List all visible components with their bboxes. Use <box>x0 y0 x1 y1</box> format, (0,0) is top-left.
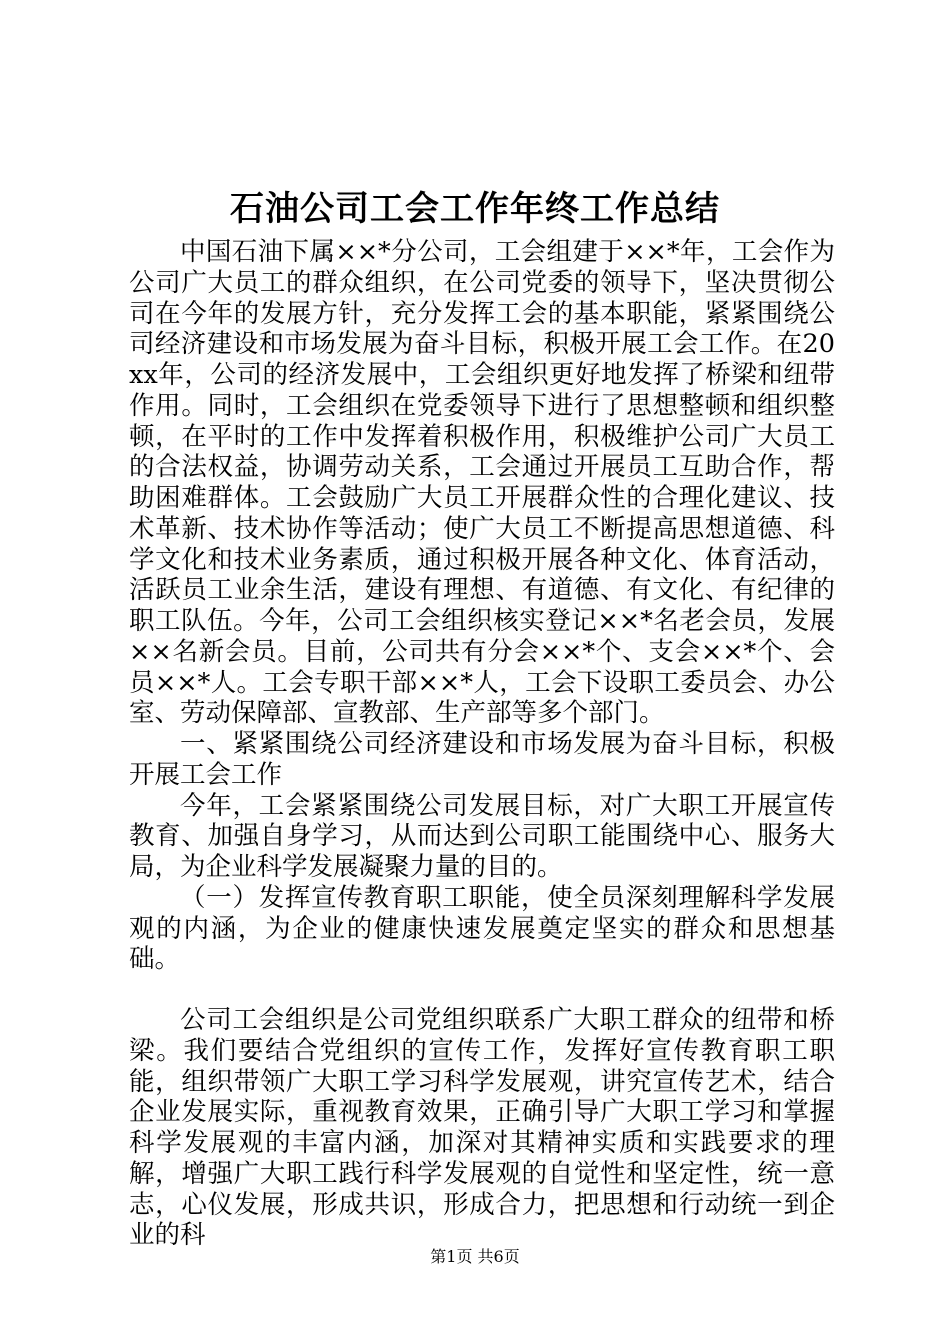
paragraph-section-1: 今年，工会紧紧围绕公司发展目标，对广大职工开展宣传教育、加强自身学习，从而达到公司职工能围绕中心、服务大局，为企业科学发展凝聚力量的目的。 <box>129 790 835 882</box>
section-heading-1: 一、紧紧围绕公司经济建设和市场发展为奋斗目标，积极开展工会工作 <box>129 729 835 790</box>
paragraph-intro: 中国石油下属××*分公司，工会组建于××*年，工会作为公司广大员工的群众组织，在公司党委的领导下，坚决贯彻公司在今年的发展方针，充分发挥工会的基本职能，紧紧围绕公司经济建设和市场发展为奋斗目标，积极开展工会工作。在20xx年，公司的经济发展中，工会组织更好地发挥了桥梁和纽带作用。同时，工会组织在党委领导下进行了思想整顿和组织整顿，在平时的工作中发挥着积极作用，积极维护公司广大员工的合法权益，协调劳动关系，工会通过开展员工互助合作，帮助困难群体。工会鼓励广大员工开展群众性的合理化建议、技术革新、技术协作等活动；使广大员工不断提高思想道德、科学文化和技术业务素质，通过积极开展各种文化、体育活动，活跃员工业余生活，建设有理想、有道德、有文化、有纪律的职工队伍。今年，公司工会组织核实登记××*名老会员，发展××名新会员。目前，公司共有分会××*个、支会××*个、会员××*人。工会专职干部××*人，工会下设职工委员会、办公室、劳动保障部、宣教部、生产部等多个部门。 <box>129 237 835 729</box>
paragraph-subsection-1: 公司工会组织是公司党组织联系广大职工群众的纽带和桥梁。我们要结合党组织的宣传工作，发挥好宣传教育职工职能，组织带领广大职工学习科学发展观，讲究宣传艺术，结合企业发展实际，重视教育效果，正确引导广大职工学习和掌握科学发展观的丰富内涵，加深对其精神实质和实践要求的理解，增强广大职工践行科学发展观的自觉性和坚定性，统一意志，心仪发展，形成共识，形成合力，把思想和行动统一到企业的科 <box>129 1005 835 1251</box>
document-title: 石油公司工会工作年终工作总结 <box>230 189 720 229</box>
page-footer: 第1页 共6页 <box>430 1247 520 1266</box>
subsection-heading-1: （一）发挥宣传教育职工职能，使全员深刻理解科学发展观的内涵，为企业的健康快速发展奠定坚实的群众和思想基础。 <box>129 882 835 975</box>
document-body <box>129 237 835 1251</box>
